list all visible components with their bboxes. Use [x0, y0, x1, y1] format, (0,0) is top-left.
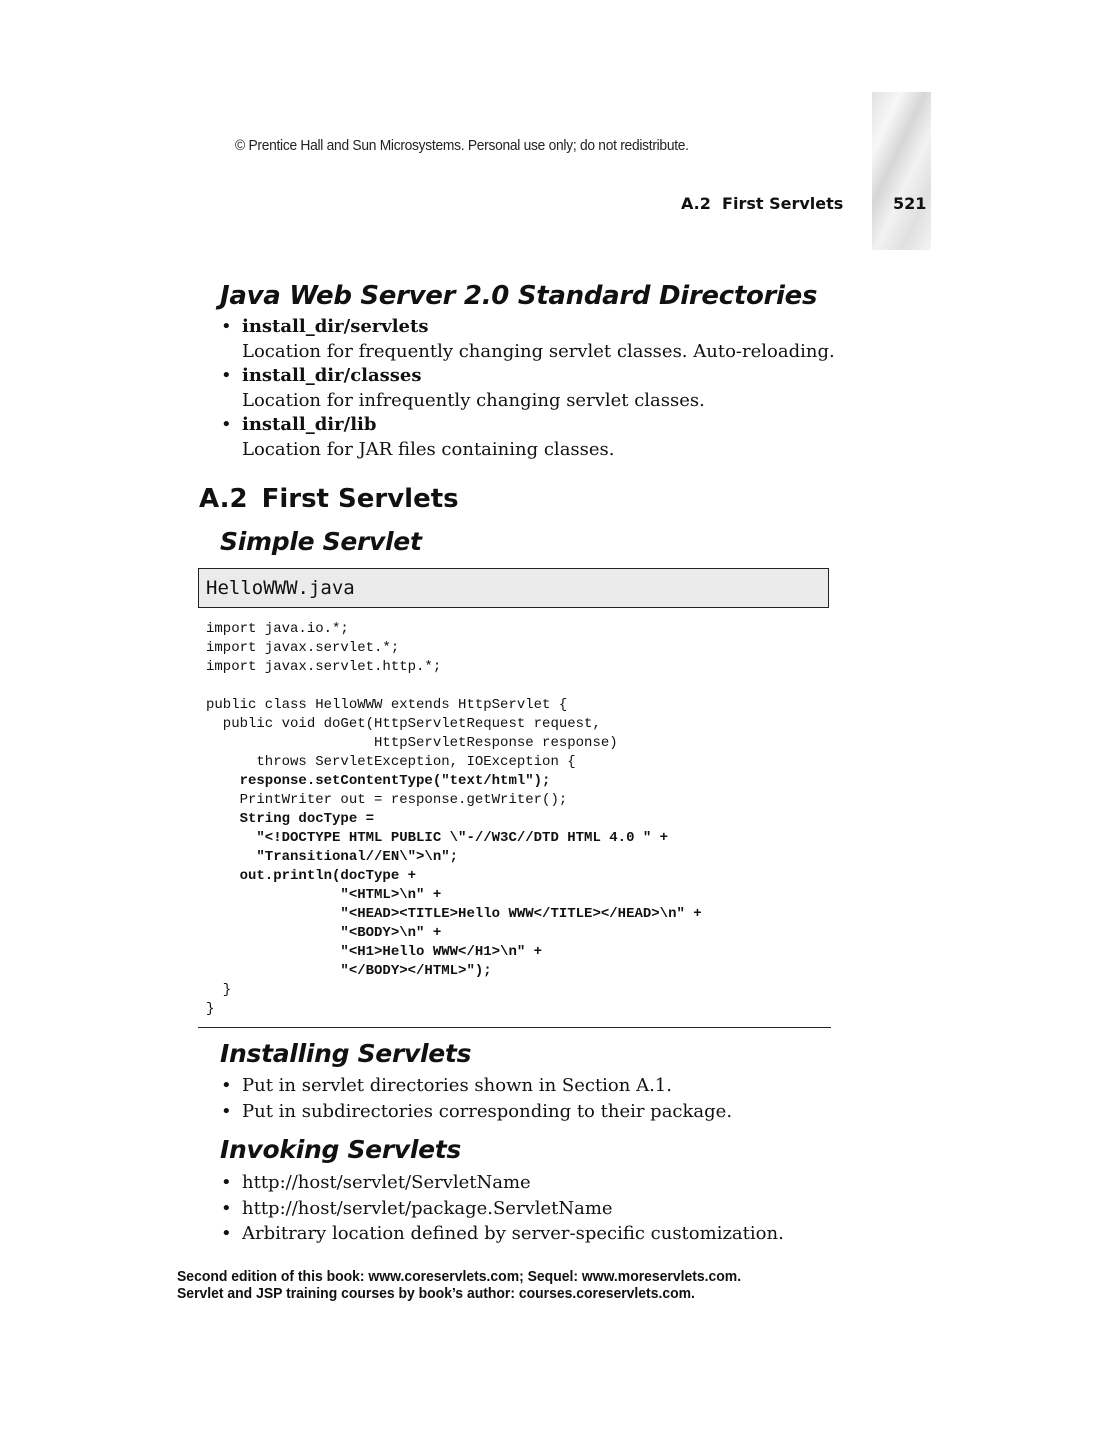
code-line: import javax.servlet.http.*; — [206, 659, 442, 675]
code-line: } — [206, 982, 232, 998]
code-line: response.setContentType("text/html"); — [206, 773, 551, 789]
section-number: A.2 — [199, 484, 248, 514]
code-file-title: HelloWWW.java — [198, 568, 829, 608]
code-line: out.println(docType + — [206, 868, 417, 884]
footer-line: Servlet and JSP training courses by book’s author: courses.coreservlets.com. — [177, 1285, 695, 1302]
page-number: 521 — [893, 194, 927, 213]
invoking-servlets-heading: Invoking Servlets — [220, 1135, 462, 1164]
page-thumb-tab — [872, 92, 931, 250]
directory-description: Location for JAR files containing classes. — [242, 438, 615, 460]
code-line: "<HEAD><TITLE>Hello WWW</TITLE></HEAD>\n" + — [206, 906, 702, 922]
installing-list — [221, 1073, 732, 1125]
code-line: "<!DOCTYPE HTML PUBLIC \"-//W3C//DTD HTML 4.0 " + — [206, 830, 669, 846]
directory-term: • install_dir/lib — [242, 414, 377, 435]
code-listing — [206, 620, 702, 1019]
code-line: "<BODY>\n" + — [206, 925, 442, 941]
section-title: First Servlets — [261, 484, 459, 514]
list-item — [221, 364, 835, 413]
copyright-notice: © Prentice Hall and Sun Microsystems. Personal use only; do not redistribute. — [235, 137, 689, 154]
code-line: throws ServletException, IOException { — [206, 754, 576, 770]
code-line: "<HTML>\n" + — [206, 887, 442, 903]
code-line: import java.io.*; — [206, 621, 349, 637]
code-line: HttpServletResponse response) — [206, 735, 618, 751]
code-line: } — [206, 1001, 215, 1017]
list-item — [221, 413, 835, 462]
code-bottom-rule — [198, 1027, 831, 1028]
running-head: A.2 First Servlets — [681, 194, 844, 213]
list-item: • Arbitrary location defined by server-specific customization. — [221, 1221, 784, 1247]
code-line: "</BODY></HTML>"); — [206, 963, 492, 979]
list-item — [221, 315, 835, 364]
simple-servlet-heading: Simple Servlet — [220, 527, 422, 556]
code-line: public class HelloWWW extends HttpServlet { — [206, 697, 568, 713]
directory-term: • install_dir/servlets — [242, 316, 429, 337]
code-line: String docType = — [206, 811, 375, 827]
invoking-list — [221, 1170, 784, 1247]
code-line: "Transitional//EN\">\n"; — [206, 849, 459, 865]
directory-term: • install_dir/classes — [242, 365, 422, 386]
footer-line: Second edition of this book: www.coreservlets.com; Sequel: www.moreservlets.com. — [177, 1268, 742, 1285]
list-item: • Put in servlet directories shown in Section A.1. — [221, 1073, 732, 1099]
list-item: • http://host/servlet/ServletName — [221, 1170, 784, 1196]
code-line: import javax.servlet.*; — [206, 640, 400, 656]
list-item: • http://host/servlet/package.ServletName — [221, 1196, 784, 1222]
directory-description: Location for infrequently changing servlet classes. — [242, 389, 705, 411]
section-heading — [199, 484, 459, 514]
directory-description: Location for frequently changing servlet classes. Auto-reloading. — [242, 340, 835, 362]
installing-servlets-heading: Installing Servlets — [220, 1039, 472, 1068]
page-footer — [177, 1268, 741, 1302]
code-line: "<H1>Hello WWW</H1>\n" + — [206, 944, 543, 960]
jws-directory-list — [221, 315, 835, 462]
jws-heading: Java Web Server 2.0 Standard Directories — [220, 281, 818, 311]
code-line: public void doGet(HttpServletRequest request, — [206, 716, 601, 732]
list-item: • Put in subdirectories corresponding to their package. — [221, 1099, 732, 1125]
code-line: PrintWriter out = response.getWriter(); — [206, 792, 568, 808]
